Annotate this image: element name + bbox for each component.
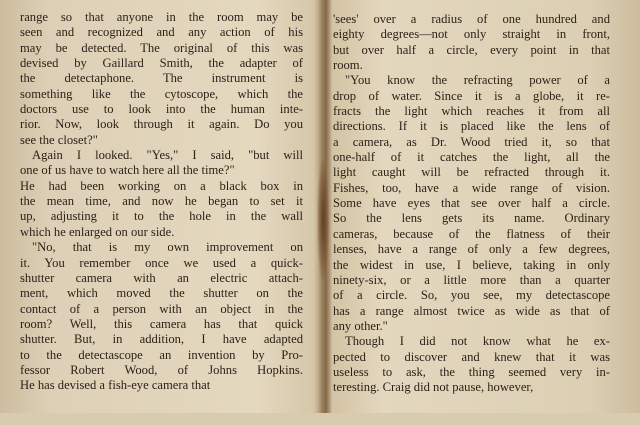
text-line: shutter. But, in addition, I have adapted bbox=[20, 332, 303, 347]
text-line: rior. Now, look through it again. Do you bbox=[20, 117, 303, 132]
text-line: the widest in use, I believe, taking in only bbox=[333, 257, 610, 272]
text-line: drop of water. Since it is a globe, it re- bbox=[333, 88, 610, 103]
text-line: ment, which moved the shutter on the bbox=[20, 286, 303, 301]
text-line: Some have eyes that see over half a circle. bbox=[333, 196, 610, 211]
text-line: directions. If it is placed like the lens of bbox=[333, 119, 610, 134]
text-line: one of us have to watch here all the time?" bbox=[20, 163, 235, 178]
left-page bbox=[20, 10, 303, 423]
right-page bbox=[333, 12, 610, 425]
text-line: shutter camera with an electric attach- bbox=[20, 270, 303, 285]
text-line: Though I did not know what he ex- bbox=[345, 334, 610, 349]
text-line: fracts the light which reaches it from all bbox=[333, 104, 610, 119]
text-line: ninety-six, or a little more than a quarter bbox=[333, 272, 610, 287]
text-line: 'sees' over a radius of one hundred and bbox=[333, 12, 610, 26]
text-line: contact of a person with an object in the bbox=[20, 301, 303, 316]
binding-stain bbox=[317, 160, 329, 280]
text-line: something like the cytoscope, which the bbox=[20, 86, 303, 101]
text-line: has a range almost twice as wide as that of bbox=[333, 303, 610, 318]
text-line: lenses, have a range of only a few degrees, bbox=[333, 242, 610, 257]
text-line: see the closet?" bbox=[20, 132, 98, 147]
text-line: but over half a circle, every point in that bbox=[333, 42, 610, 57]
text-line: range so that anyone in the room may be bbox=[20, 10, 303, 24]
text-line: up, adjusting it to the hole in the wall bbox=[20, 209, 303, 224]
text-line: seen and recognized and any action of his bbox=[20, 25, 303, 40]
text-line: doctors use to look into the human inte- bbox=[20, 102, 303, 117]
text-line: eighty degrees—not only straight in front, bbox=[333, 27, 610, 42]
text-line: of a circle. So, you see, my detectascope bbox=[333, 288, 610, 303]
text-line: light caught will be refracted through it. bbox=[333, 165, 610, 180]
text-line: any other." bbox=[333, 318, 388, 333]
text-line: devised by Gaillard Smith, the adapter of bbox=[20, 56, 303, 71]
text-line: "You know the refracting power of a bbox=[345, 73, 610, 88]
text-line: pected to discover and knew that it was bbox=[333, 349, 610, 364]
text-line: Fishes, too, have a wide range of vision. bbox=[333, 180, 610, 195]
text-line: room? Well, this camera has that quick bbox=[20, 316, 303, 331]
text-line: may be detected. The original of this was bbox=[20, 40, 303, 55]
text-line: room. bbox=[333, 58, 363, 73]
text-line: He had been working on a black box in bbox=[20, 178, 303, 193]
text-line: He has devised a fish-eye camera that bbox=[20, 378, 211, 393]
text-line: So the lens gets its name. Ordinary bbox=[333, 211, 610, 226]
text-line: teresting. Craig did not pause, however, bbox=[333, 380, 534, 395]
text-line: Again I looked. "Yes," I said, "but will bbox=[32, 148, 303, 163]
text-line: a camera, as Dr. Wood tried it, so that bbox=[333, 134, 610, 149]
text-line: "No, that is my own improvement on bbox=[32, 240, 303, 255]
text-line: fessor Robert Wood, of Johns Hopkins. bbox=[20, 362, 303, 377]
text-line: one-half of it catches the light, all the bbox=[333, 150, 610, 165]
text-line: it. You remember once we used a quick- bbox=[20, 255, 303, 270]
text-line: the detectaphone. The instrument is bbox=[20, 71, 303, 86]
text-line: the mean time, and now he began to set it bbox=[20, 194, 303, 209]
text-line: useless to ask, the thing seemed very in- bbox=[333, 364, 610, 379]
text-line: to the detectascope an invention by Pro- bbox=[20, 347, 303, 362]
text-line: which he enlarged on our side. bbox=[20, 224, 175, 239]
text-line: cameras, because of the flatness of their bbox=[333, 226, 610, 241]
